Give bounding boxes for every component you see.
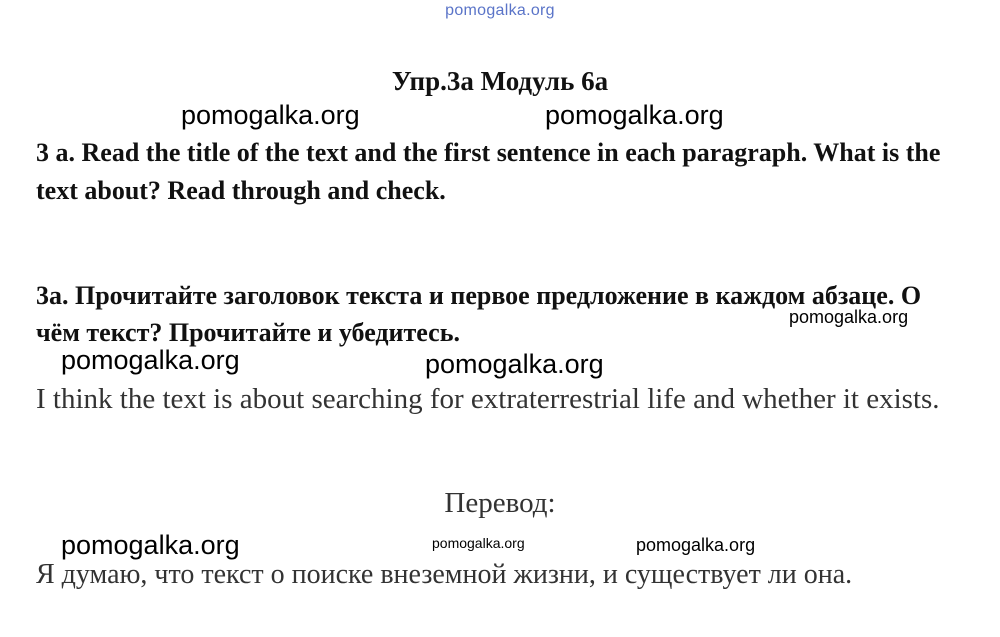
task-russian: 3а. Прочитайте заголовок текста и первое предложение в каждом абзаце. О чём текст? Прочитайте и убедитесь.	[36, 281, 922, 347]
translation-heading: Перевод:	[444, 487, 556, 519]
watermark-5: pomogalka.org	[425, 349, 604, 379]
watermark-1: pomogalka.org	[181, 100, 360, 130]
watermark-4: pomogalka.org	[61, 345, 240, 375]
watermark-6: pomogalka.org	[61, 530, 240, 560]
task-english: 3 a. Read the title of the text and the first sentence in each paragraph. What is the text about? Read through and check.	[36, 138, 941, 205]
watermark-7: pomogalka.org	[432, 535, 525, 551]
watermark-8: pomogalka.org	[636, 535, 756, 555]
answer-russian: Я думаю, что текст о поиске внеземной жизни, и существует ли она.	[36, 559, 853, 590]
answer-english: I think the text is about searching for extraterrestrial life and whether it exists.	[36, 383, 940, 415]
page-title: Упр.3а Модуль 6а	[391, 66, 609, 96]
watermark-2: pomogalka.org	[545, 100, 724, 130]
watermark-3: pomogalka.org	[789, 307, 909, 327]
watermark-top: pomogalka.org	[445, 2, 555, 19]
